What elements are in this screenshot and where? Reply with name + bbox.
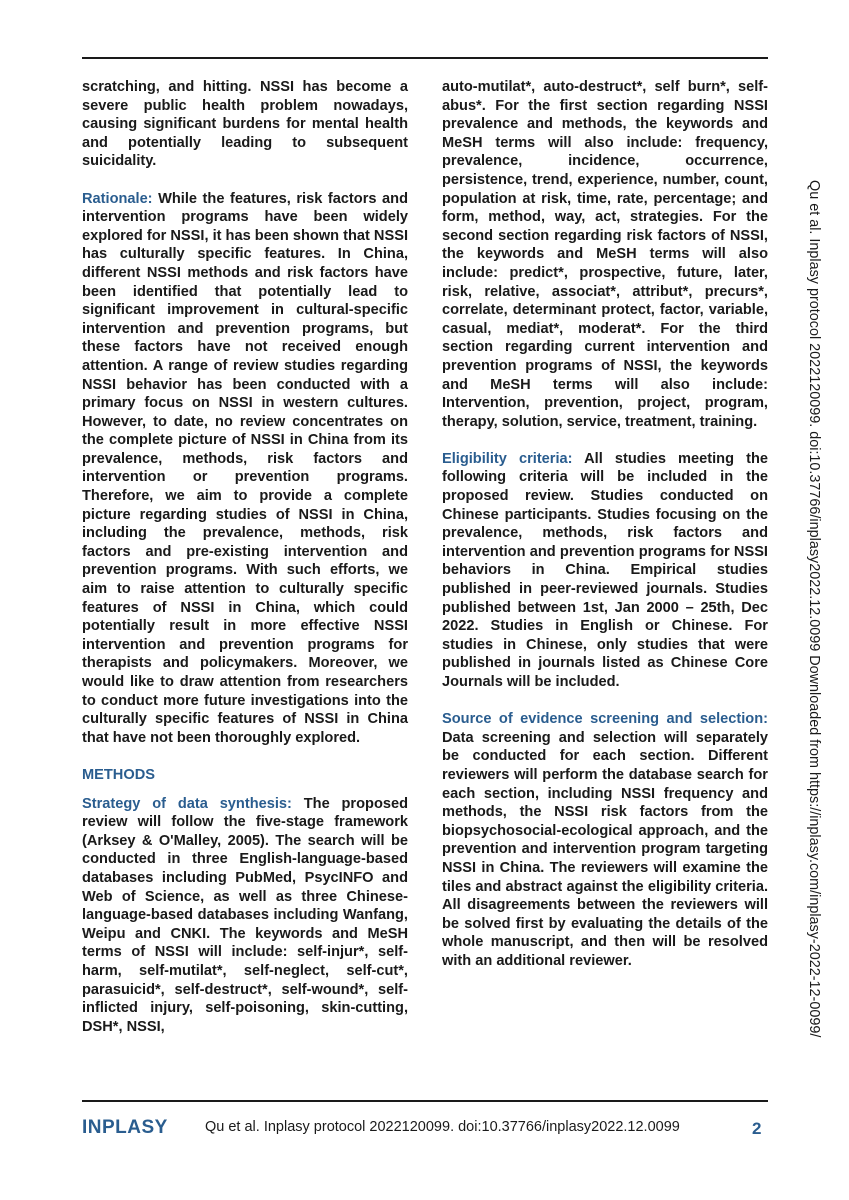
strategy-label: Strategy of data synthesis: [82,795,292,812]
bottom-rule [82,1100,768,1102]
side-download-note: Qu et al. Inplasy protocol 2022120099. doi:10.37766/inplasy2022.12.0099 Downloaded from https://inplasy.com/inplasy-2022-12-0099/ [806,180,822,1038]
right-column [442,78,768,989]
eligibility-text: All studies meeting the following criteria will be included in the proposed review. Studies conducted on Chinese participants. Studies focusing on the prevalence, methods, risk factors and intervention and prevention programs for NSSI behaviors in China. Empirical studies published in peer-reviewed journals. Studies published between 1st, Jan 2000 – 25th, Dec 2022. Studies in English or Chinese. For studies in Chinese, only studies that were published in journals listed as Chinese Core Journals will be included. [442,450,769,690]
top-rule [82,57,768,59]
rationale-paragraph [82,190,408,748]
rationale-label: Rationale: [82,190,153,207]
keywords-paragraph [442,78,768,431]
methods-heading-paragraph [82,766,408,785]
keywords-text: auto-mutilat*, auto-destruct*, self burn*, self-abus*. For the first section regarding NSSI prevalence and methods, the keywords and MeSH terms will also include: frequency, prevalence, incidence, occurrence, persistence, trend, experience, number, count, population at risk, time, rate, percentage; and form, method, way, act, strategies. For the second section regarding risk factors of NSSI, the keywords and MeSH terms will also include: predict*, prospective, future, later, risk, relative, associat*, attribut*, precurs*, correlate, determinant protect, factor, variable, casual, mediat*, moderat*. For the third section regarding current intervention and prevention programs of NSSI, the keywords and MeSH terms will also include: Intervention, prevention, project, program, therapy, solution, service, treatment, training. [442,79,768,430]
source-label: Source of evidence screening and selection: [442,711,768,728]
strategy-paragraph [82,795,408,1037]
eligibility-paragraph [442,450,768,692]
source-paragraph [442,710,768,970]
page-number: 2 [752,1119,762,1138]
rationale-text: While the features, risk factors and intervention programs have been widely explored for NSSI, it has been shown that NSSI has culturally specific features. In China, different NSSI methods and risk factors have been identified that potentially lead to significant improvement in cultural-specific intervention and prevention programs, but these factors have not received enough attention. A range of review studies regarding NSSI behavior has been conducted with a primary focus on NSSI in western cultures. However, to date, no review concentrates on the complete picture of NSSI in China from its prevalence, methods, risk factors and intervention or prevention programs. Therefore, we aim to provide a complete picture regarding studies of NSSI in China, including the prevalence, methods, risk factors and pre-existing intervention and prevention programs. With such efforts, we aim to raise attention to culturally specific features of NSSI in China, which could potentially result in more effective NSSI intervention and prevention programs for therapists and policymakers. Moreover, we would like to draw attention from researchers to conduct more future investigations into the culturally specific features of NSSI in China that have not been thoroughly explored. [82,190,408,746]
left-column [82,78,408,1055]
footer-citation: Qu et al. Inplasy protocol 2022120099. doi:10.37766/inplasy2022.12.0099 [205,1119,680,1135]
eligibility-label: Eligibility criteria: [442,450,573,467]
strategy-text: The proposed review will follow the five-stage framework (Arksey & O'Malley, 2005). The search will be conducted in three English-language-based databases including PubMed, PsycINFO and Web of Science, as well as three Chinese-language-based databases including Wanfang, Weipu and CNKI. The keywords and MeSH terms of NSSI will include: self-injur*, self-harm, self-mutilat*, self-neglect, self-cut*, parasuicid*, self-destruct*, self-wound*, self-inflicted injury, self-poisoning, skin-cutting, DSH*, NSSI, [82,795,409,1035]
methods-heading: METHODS [82,766,155,783]
source-text: Data screening and selection will separately be conducted for each section. Different reviewers will perform the database search for each section, including NSSI frequency and methods, the NSSI risk factors from the biopsychosocial-ecological approach, and the prevention and intervention program targeting NSSI in China. The reviewers will examine the tiles and abstract against the eligibility criteria. All disagreements between the reviewers will be solved first by evaluating the details of the whole manuscript, and then will be resolved with an additional reviewer. [442,729,768,969]
intro-paragraph [82,78,408,171]
footer-brand: INPLASY [82,1117,168,1138]
intro-text: scratching, and hitting. NSSI has become a severe public health problem nowadays, causing significant burdens for mental health and potentially leading to subsequent suicidality. [82,79,408,170]
